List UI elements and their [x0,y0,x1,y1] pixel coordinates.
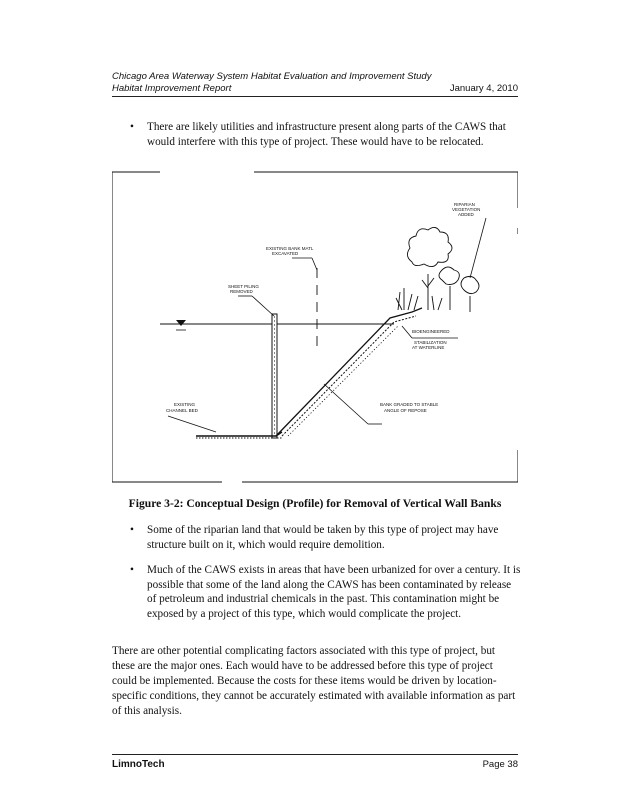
list-item [130,120,522,149]
label-bioeng-3: AT WATERLINE [412,345,445,350]
bullet-icon: • [130,524,134,536]
sheet-piling [272,314,277,438]
footer-company: LimnoTech [112,759,165,770]
label-sheet-piling-2: REMOVED [230,289,253,294]
bullet-icon: • [130,564,134,576]
bullet-text: Much of the CAWS exists in areas that have been urbanized for over a century. It is possible that some of the land along the CAWS has been contaminated by release of petroleum and industrial chemicals in the past. This contamination might be exposed by a project of this type, which would complicate the project. [147,564,521,620]
header-subtitle: Habitat Improvement Report [112,83,232,94]
leader-lines [168,218,486,432]
bullet-list-top [130,120,522,149]
figure-caption: Figure 3-2: Conceptual Design (Profile) for Removal of Vertical Wall Banks [128,497,502,510]
footer-rule [112,754,518,755]
label-bank-graded-2: ANGLE OF REPOSE [384,408,427,413]
body-paragraph: There are other potential complicating factors associated with this type of project, but these are the major ones. Each would have to be addressed before this type of project could be implemented. Because the costs for these items would be driven by location-specific conditions, they cannot be accurately estimated with available information as part of this analysis. [112,645,516,717]
figure-frame [112,172,518,482]
label-bioeng-2: STABILIZATION [414,340,447,345]
label-sheet-piling-1: SHEET PILING [228,284,259,289]
label-channel-bed-1: EXISTING [174,402,196,407]
channel-bed [196,432,282,438]
label-riparian-2: VEGETATION [452,207,481,212]
graded-bank [276,308,422,436]
list-item [130,523,522,552]
bullet-icon: • [130,121,134,133]
bullet-text: Some of the riparian land that would be taken by this type of project may have structure built on it, which would require demolition. [147,524,499,551]
label-existing-bank-2: EXCAVATED [272,251,299,256]
header-date: January 4, 2010 [449,83,518,94]
header-rule [112,96,518,97]
header-title: Chicago Area Waterway System Habitat Evaluation and Improvement Study [112,71,432,82]
figure-diagram [112,170,518,486]
bullet-list-bottom-1 [130,523,522,552]
label-riparian-1: RIPARIAN [454,202,475,207]
label-bioeng-1: BIOENGINEERED [412,329,450,334]
bullet-text: There are likely utilities and infrastructure present along parts of the CAWS that would interfere with this type of project. These would have to be relocated. [147,121,506,148]
bullet-list-bottom-2 [130,563,522,621]
list-item [130,563,522,621]
footer-page-number: Page 38 [482,759,518,770]
label-channel-bed-2: CHANNEL BED [166,408,198,413]
label-riparian-3: ADDED [458,212,474,217]
label-existing-bank-1: EXISTING BANK MATL [266,246,314,251]
riparian-vegetation [396,227,479,312]
label-bank-graded-1: BANK GRADED TO STABLE [380,402,439,407]
